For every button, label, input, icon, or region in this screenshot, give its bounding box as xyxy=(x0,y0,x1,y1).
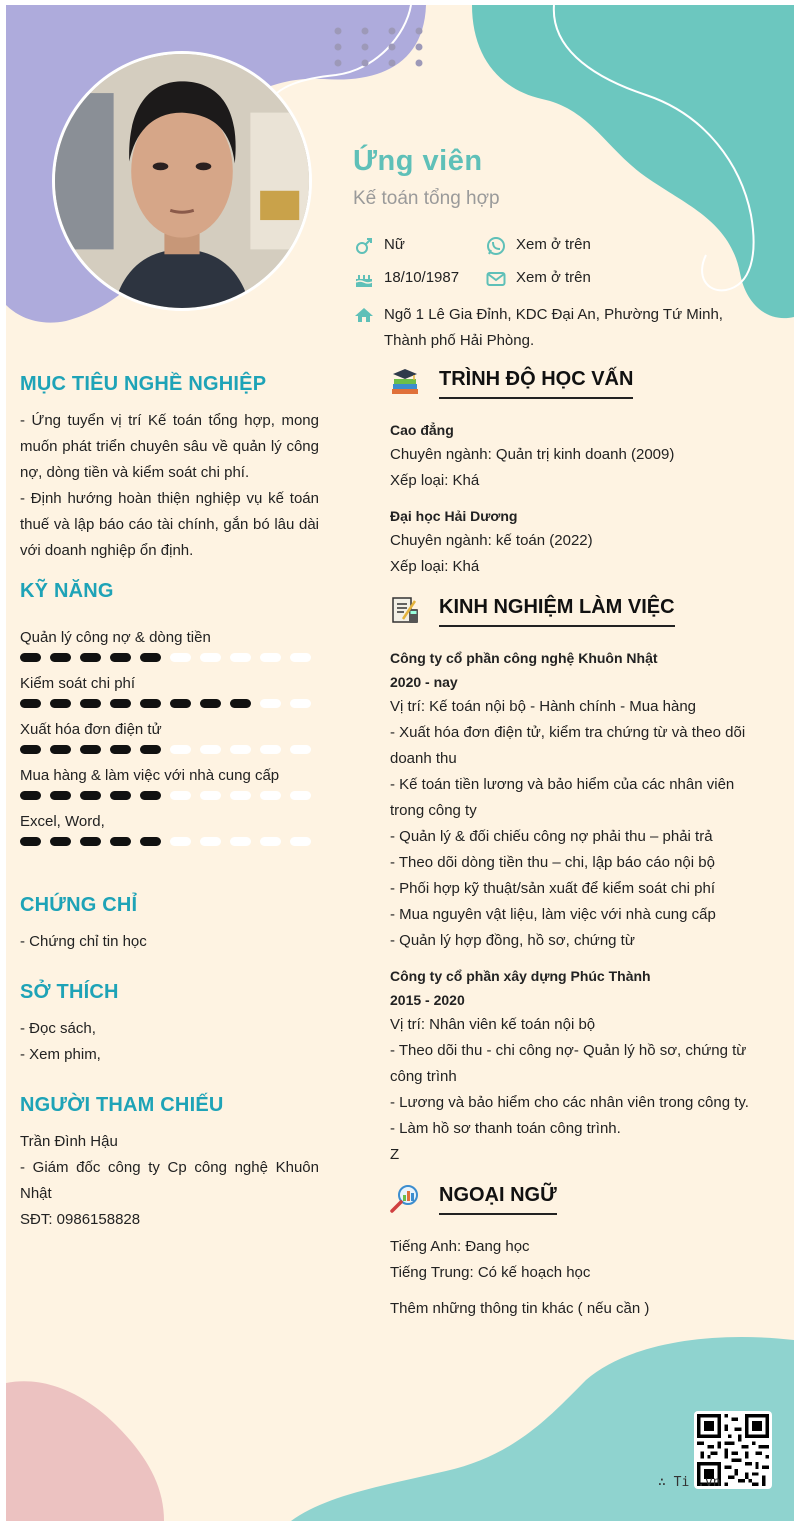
company-name: Công ty cổ phần công nghệ Khuôn Nhật xyxy=(390,650,658,666)
skill-dot-empty xyxy=(230,653,251,662)
skill-dot-filled xyxy=(230,699,251,708)
work-period: 2020 - nay xyxy=(390,674,458,690)
skill-row xyxy=(20,721,320,767)
skill-rating-bar xyxy=(20,651,320,663)
skill-dot-empty xyxy=(260,699,281,708)
experience-item xyxy=(390,964,770,1168)
school-name: Đại học Hải Dương xyxy=(390,508,518,524)
skill-dot-empty xyxy=(170,837,191,846)
phone-icon xyxy=(486,236,506,256)
skill-rating-bar xyxy=(20,789,320,801)
gender-icon xyxy=(354,236,374,256)
school-major: Chuyên ngành: Quản trị kinh doanh (2009) xyxy=(390,446,675,463)
avatar-illustration xyxy=(55,54,309,308)
skill-dot-empty xyxy=(230,791,251,800)
skill-dot-filled xyxy=(140,699,161,708)
skill-dot-filled xyxy=(80,699,101,708)
work-duty: - Kế toán tiền lương và bảo hiểm của các nhân viên trong công ty xyxy=(390,776,735,819)
language-item: Tiếng Trung: Có kế hoạch học xyxy=(390,1264,591,1281)
references-title: NGƯỜI THAM CHIẾU xyxy=(20,1094,224,1116)
skill-dot-filled xyxy=(140,653,161,662)
skill-row xyxy=(20,813,320,859)
certificate-item: - Chứng chỉ tin học xyxy=(20,933,147,950)
skill-dot-filled xyxy=(50,837,71,846)
work-duty: - Lương và bảo hiểm cho các nhân viên trong công ty. xyxy=(390,1094,749,1111)
work-duty: - Quản lý & đối chiếu công nợ phải thu – phải trả xyxy=(390,828,713,845)
skill-dot-filled xyxy=(170,699,191,708)
dob-value: 18/10/1987 xyxy=(384,269,460,286)
company-name: Công ty cổ phần xây dựng Phúc Thành xyxy=(390,968,651,984)
email-icon xyxy=(486,269,506,289)
skill-dot-empty xyxy=(170,745,191,754)
skill-dot-filled xyxy=(80,653,101,662)
skill-dot-filled xyxy=(110,745,131,754)
language-chart-icon xyxy=(389,1183,421,1215)
phone-info xyxy=(486,236,591,256)
work-role: Vị trí: Nhân viên kế toán nội bộ xyxy=(390,1016,596,1033)
skill-dot-filled xyxy=(20,745,41,754)
skill-rating-bar xyxy=(20,835,320,847)
skill-dot-empty xyxy=(200,745,221,754)
languages-list xyxy=(390,1234,770,1286)
work-period: 2015 - 2020 xyxy=(390,992,465,1008)
skill-dot-filled xyxy=(140,745,161,754)
job-title: Kế toán tổng hợp xyxy=(353,188,500,209)
education-item xyxy=(390,504,770,580)
email-info xyxy=(486,269,591,289)
language-item: Tiếng Anh: Đang học xyxy=(390,1238,530,1255)
graduation-books-icon xyxy=(389,367,421,399)
languages-heading xyxy=(389,1183,557,1215)
skill-dot-empty xyxy=(290,653,311,662)
work-duty: - Mua nguyên vật liệu, làm việc với nhà cung cấp xyxy=(390,906,716,923)
skill-row xyxy=(20,675,320,721)
skill-dot-filled xyxy=(20,837,41,846)
work-duty: - Quản lý hợp đồng, hồ sơ, chứng từ xyxy=(390,932,635,949)
reference-position: - Giám đốc công ty Cp công nghệ Khuôn Nhật xyxy=(20,1159,319,1202)
work-duty: - Xuất hóa đơn điện tử, kiểm tra chứng từ và theo dõi doanh thu xyxy=(390,724,746,767)
hobby-item: - Xem phim, xyxy=(20,1046,101,1063)
experience-item xyxy=(390,646,770,954)
school-name: Cao đẳng xyxy=(390,422,454,438)
skill-dot-filled xyxy=(80,791,101,800)
work-duty: Z xyxy=(390,1146,400,1163)
objective-text xyxy=(20,408,319,564)
certificates-title: CHỨNG CHỈ xyxy=(20,894,138,916)
extra-info: Thêm những thông tin khác ( nếu cần ) xyxy=(390,1300,650,1317)
skill-rating-bar xyxy=(20,697,320,709)
reference-block xyxy=(20,1129,319,1233)
skill-dot-empty xyxy=(260,837,281,846)
skill-dot-filled xyxy=(20,699,41,708)
skill-dot-filled xyxy=(50,745,71,754)
skill-dot-empty xyxy=(230,745,251,754)
school-grade: Xếp loại: Khá xyxy=(390,558,480,575)
skill-dot-filled xyxy=(140,791,161,800)
certificates-list xyxy=(20,929,147,955)
skill-dot-empty xyxy=(170,653,191,662)
hobbies-title: SỞ THÍCH xyxy=(20,981,119,1003)
skill-dot-empty xyxy=(230,837,251,846)
skill-dot-filled xyxy=(50,699,71,708)
skill-rating-bar xyxy=(20,743,320,755)
skill-row xyxy=(20,629,320,675)
languages-title: NGOẠI NGỮ xyxy=(439,1184,557,1215)
skill-dot-empty xyxy=(200,791,221,800)
skill-dot-filled xyxy=(110,791,131,800)
skill-dot-filled xyxy=(80,745,101,754)
work-duty: - Theo dõi dòng tiền thu – chi, lập báo cáo nội bộ xyxy=(390,854,715,871)
reference-phone: SĐT: 0986158828 xyxy=(20,1211,141,1228)
skill-name: Xuất hóa đơn điện tử xyxy=(20,721,162,738)
skill-dot-empty xyxy=(170,791,191,800)
skill-dot-filled xyxy=(20,653,41,662)
cv-page xyxy=(6,5,794,1521)
education-item xyxy=(390,418,770,494)
skills-title: KỸ NĂNG xyxy=(20,580,114,602)
work-duty: - Theo dõi thu - chi công nợ- Quản lý hồ sơ, chứng từ công trình xyxy=(390,1042,747,1085)
home-icon xyxy=(354,305,374,325)
skill-name: Mua hàng & làm việc với nhà cung cấp xyxy=(20,767,280,784)
dot-grid-decoration xyxy=(330,23,430,73)
work-role: Vị trí: Kế toán nội bộ - Hành chính - Mua hàng xyxy=(390,698,697,715)
address-info xyxy=(354,302,724,354)
school-major: Chuyên ngành: kế toán (2022) xyxy=(390,532,593,549)
skills-list xyxy=(20,629,320,859)
skill-dot-empty xyxy=(290,791,311,800)
skill-dot-filled xyxy=(20,791,41,800)
skill-name: Excel, Word, xyxy=(20,813,105,830)
experience-title: KINH NGHIỆM LÀM VIỆC xyxy=(439,596,675,627)
skill-name: Quản lý công nợ & dòng tiền xyxy=(20,629,211,646)
skill-dot-empty xyxy=(200,837,221,846)
education-title: TRÌNH ĐỘ HỌC VẤN xyxy=(439,368,633,399)
objective-body: - Ứng tuyển vị trí Kế toán tổng hợp, mong muốn phát triển chuyên sâu về quản lý công nợ, dòng tiền và kiểm soát chi phí. - Định hướng hoàn thiện nghiệp vụ kế toán thuế và lập báo cáo tài chính, gắn bó lâu dài với doanh nghiệp ổn định. xyxy=(20,412,319,559)
skill-dot-empty xyxy=(290,745,311,754)
school-grade: Xếp loại: Khá xyxy=(390,472,480,489)
avatar-photo xyxy=(52,51,312,311)
skill-dot-filled xyxy=(50,653,71,662)
skill-dot-empty xyxy=(260,791,281,800)
skill-dot-filled xyxy=(80,837,101,846)
skill-dot-filled xyxy=(110,699,131,708)
skill-dot-empty xyxy=(200,653,221,662)
objective-title: MỤC TIÊU NGHỀ NGHIỆP xyxy=(20,373,267,395)
skill-dot-filled xyxy=(140,837,161,846)
skill-dot-filled xyxy=(110,653,131,662)
skill-dot-empty xyxy=(290,837,311,846)
skill-dot-filled xyxy=(200,699,221,708)
experience-heading xyxy=(389,595,675,627)
education-heading xyxy=(389,367,633,399)
address-value: Ngõ 1 Lê Gia Đỉnh, KDC Đại An, Phường Tứ Minh, Thành phố Hải Phòng. xyxy=(384,306,723,349)
phone-value: Xem ở trên xyxy=(516,236,591,253)
work-duty: - Làm hồ sơ thanh toán công trình. xyxy=(390,1120,621,1137)
skill-dot-filled xyxy=(110,837,131,846)
skill-row xyxy=(20,767,320,813)
email-value: Xem ở trên xyxy=(516,269,591,286)
work-document-icon xyxy=(389,595,421,627)
watermark-text: ∴ Ti .vn xyxy=(658,1475,721,1490)
gender-value: Nữ xyxy=(384,236,405,253)
gender-info xyxy=(354,236,405,256)
candidate-name: Ứng viên xyxy=(353,145,483,177)
birthday-icon xyxy=(354,269,374,289)
dob-info xyxy=(354,269,459,289)
hobby-item: - Đọc sách, xyxy=(20,1020,96,1037)
skill-dot-empty xyxy=(290,699,311,708)
hobbies-list xyxy=(20,1016,101,1068)
skill-dot-empty xyxy=(260,653,281,662)
work-duty: - Phối hợp kỹ thuật/sản xuất để kiểm soát chi phí xyxy=(390,880,716,897)
reference-name: Trần Đình Hậu xyxy=(20,1133,118,1150)
skill-name: Kiểm soát chi phí xyxy=(20,675,136,692)
skill-dot-filled xyxy=(50,791,71,800)
skill-dot-empty xyxy=(260,745,281,754)
